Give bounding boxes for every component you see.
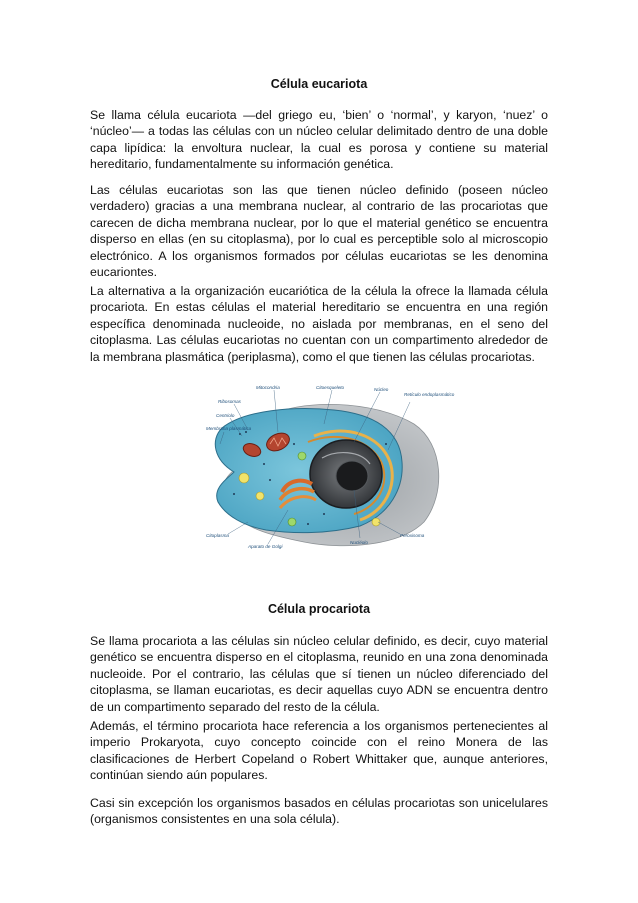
- label-nucleolo: Nucléolo: [350, 540, 368, 545]
- section-title-procariota: Célula procariota: [267, 602, 371, 616]
- section-title-eucariota: Célula eucariota: [270, 77, 368, 91]
- label-golgi: Aparato de Golgi: [248, 544, 283, 549]
- paragraph-procariota-2: Además, el término procariota hace referencia a los organismos pertenecientes al imperio Prokaryota, cuyo concepto coincide con el reino Monera de las clasificaciones de Herbert Copeland o Robert Whittaker que, aunque anteriores, continúan siendo aún populares.: [90, 719, 548, 783]
- paragraph-eucariota-2: Las células eucariotas son las que tienen núcleo definido (poseen núcleo verdadero) gracias a una membrana nuclear, al contrario de las procariotas que carecen de dicha membrana nuclear, por lo que el material genético se encuentra disperso en ellas (en su citoplasma), por lo cual es perceptible solo al microscopio electrónico. A los organismos formados por células eucariotas se les denomina eucariontes.: [90, 183, 548, 280]
- label-peroxisoma: Peroxisoma: [400, 533, 425, 538]
- paragraph-eucariota-3: La alternativa a la organización eucarióticа de la célula la ofrece la llamada célula procariota. En estas células el material hereditario se encuentra en una región específica denominada nucleoide, no aislada por membranas, en el seno del citoplasma. Las células eucariotas no cuentan con un compartimento alrededor de la membrana plasmática (periplasma), como el que tienen las células procariotas.: [90, 284, 548, 364]
- cell-illustration: [204, 384, 455, 550]
- paragraph-eucariota-1: Se llama célula eucariota —del griego eu, ‘bien’ o ‘normal’, y karyon, ‘nuez’ o ‘núcleo’— a todas las células con un núcleo celular delimitado dentro de una doble capa lipídica: la envoltura nuclear, la cual es porosa y contiene su material hereditario, fundamentalmente su información genética.: [90, 108, 548, 172]
- paragraph-procariota-3: Casi sin excepción los organismos basados en células procariotas son unicelulares (organismos consistentes en una sola célula).: [90, 796, 548, 827]
- label-nucleo: Núcleo: [374, 387, 389, 392]
- label-membrana: Membrana plasmática: [206, 426, 252, 431]
- nucleolus-shape: [336, 461, 368, 491]
- label-citoesqueleto: Citoesqueleto: [316, 385, 345, 390]
- label-centriolo: Centriolo: [216, 413, 235, 418]
- label-reticulo: Retículo endoplasmático: [404, 392, 455, 397]
- eukaryotic-cell-diagram: [204, 384, 455, 550]
- label-mitocondria: Mitocondria: [256, 385, 280, 390]
- paragraph-procariota-1: Se llama procariota a las células sin núcleo celular definido, es decir, cuyo material genético se encuentra disperso en el citoplasma, reunido en una zona denominada nucleoide. Por el contrario, las células que sí tienen un núcleo diferenciado del citoplasma, se llaman eucariotas, es decir aquellas cuyo ADN se encuentra dentro de un compartimento separado del resto de la célula.: [90, 634, 548, 714]
- label-ribosomas: Ribosomas: [218, 399, 241, 404]
- label-citoplasma: Citoplasma: [206, 533, 229, 538]
